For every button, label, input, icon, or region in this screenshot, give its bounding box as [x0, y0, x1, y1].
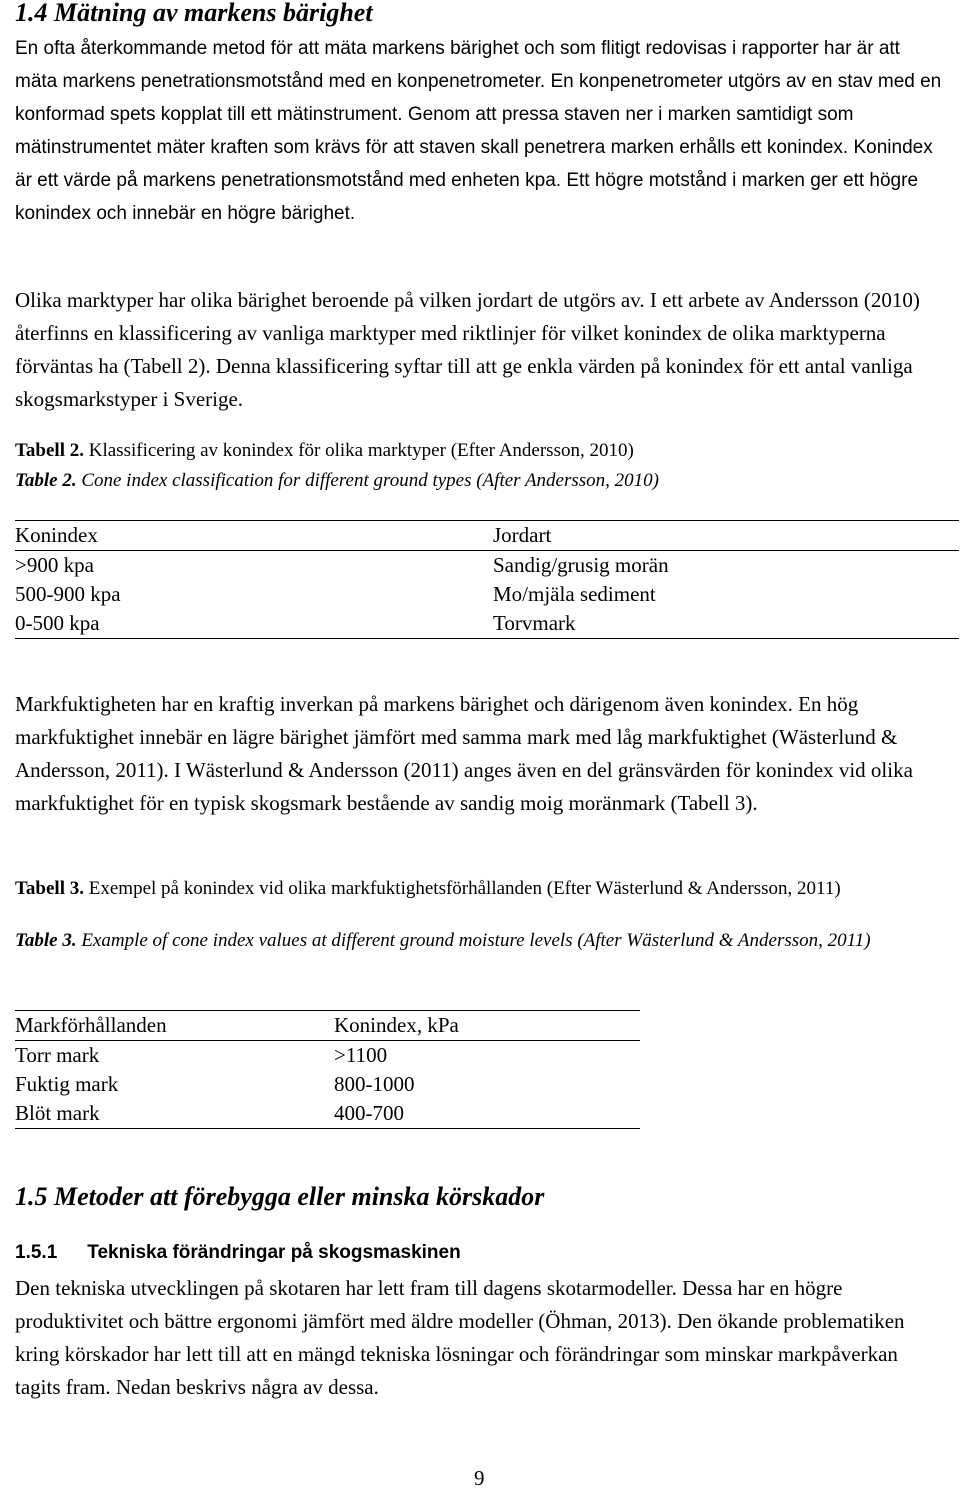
table-cell: Sandig/grusig morän [493, 553, 669, 577]
table-row [15, 609, 959, 639]
table-2-header-konindex: Konindex [15, 521, 493, 551]
subsection-number: 1.5.1 [15, 1242, 58, 1263]
table-cell: Mo/mjäla sediment [493, 582, 656, 606]
table-3 [15, 1010, 640, 1129]
table-3-header-konindex: Konindex, kPa [334, 1011, 640, 1041]
paragraph-marktyper: Olika marktyper har olika bärighet beroende på vilken jordart de utgörs av. I ett arbete av Andersson (2010) återfinns en klassificering av vanliga marktyper med riktlinjer för vilket konindex de olika marktyperna förväntas ha (Tabell 2). Denna klassificering syftar till att ge enkla värden på konindex för ett antal vanliga skogsmarkstyper i Sverige. [15, 288, 920, 411]
table-cell: 800-1000 [334, 1072, 415, 1096]
table-cell: Torr mark [15, 1043, 100, 1067]
table-3-caption-sv [15, 874, 955, 904]
section-1-4-heading: 1.4 Mätning av markens bärighet [15, 0, 373, 27]
table-cell: 400-700 [334, 1099, 640, 1129]
subsection-title: Tekniska förändringar på skogsmaskinen [87, 1242, 461, 1263]
table-3-header-markforhallanden: Markförhållanden [15, 1011, 334, 1041]
table-2-caption-sv [15, 436, 945, 466]
subsection-1-5-1-heading [15, 1242, 461, 1264]
table-2-header-row [15, 521, 959, 551]
page-number: 9 [474, 1466, 485, 1490]
table-cell: >1100 [334, 1043, 388, 1067]
table-2-caption-sv-text: Klassificering av konindex för olika marktyper (Efter Andersson, 2010) [84, 440, 634, 461]
table-row [15, 1041, 640, 1071]
table-cell: 0-500 kpa [15, 609, 493, 639]
table-3-caption-en-label: Table 3. [15, 930, 77, 951]
table-2-caption-en-text: Cone index classification for different ground types (After Andersson, 2010) [76, 470, 660, 491]
table-3-caption-en [15, 926, 915, 956]
paragraph-markfuktighet: Markfuktigheten har en kraftig inverkan på markens bärighet och därigenom även konindex. En hög markfuktighet innebär en lägre bärighet jämfört med samma mark med låg markfuktighet (Wästerlund & Andersson, 2011). I Wästerlund & Andersson (2011) anges även en del gränsvärden för konindex vid olika markfuktighet för en typisk skogsmark bestående av sandig moig moränmark (Tabell 3). [15, 692, 913, 815]
table-row [15, 1070, 640, 1099]
table-cell: 500-900 kpa [15, 582, 121, 606]
table-2-caption-en [15, 466, 945, 496]
table-cell: Torvmark [493, 609, 959, 639]
table-3-caption-sv-label: Tabell 3. [15, 878, 84, 899]
paragraph-konpenetrometer: En ofta återkommande metod för att mäta markens bärighet och som flitigt redovisas i rapporter har är att mäta markens penetrationsmotstånd med en konpenetrometer. En konpenetrometer utgörs av en stav med en konformad spets kopplat till ett mätinstrument. Genom att pressa staven ner i marken samtidigt som mätinstrumentet mäter kraften som krävs för att staven skall penetrera marken erhålls ett konindex. Konindex är ett värde på markens penetrationsmotstånd med enheten kpa. Ett högre motstånd i marken ger ett högre konindex och innebär en högre bärighet. [15, 38, 942, 224]
table-3-header-row [15, 1011, 640, 1041]
table-2-caption-en-label: Table 2. [15, 470, 77, 491]
table-2-caption-sv-label: Tabell 2. [15, 440, 84, 461]
table-3-caption-sv-text: Exempel på konindex vid olika markfuktighetsförhållanden (Efter Wästerlund & Andersson, 2011) [84, 878, 841, 899]
table-2 [15, 520, 959, 639]
table-3-caption-en-text: Example of cone index values at different ground moisture levels (After Wästerlund & Andersson, 2011) [76, 930, 871, 951]
table-cell: Fuktig mark [15, 1072, 119, 1096]
table-row [15, 551, 959, 581]
table-row [15, 580, 959, 609]
paragraph-tekniska-forandringar: Den tekniska utvecklingen på skotaren har lett fram till dagens skotarmodeller. Dessa har en högre produktivitet och bättre ergonomi jämfört med äldre modeller (Öhman, 2013). Den ökande problematiken kring körskador har lett till att en mängd tekniska lösningar och förändringar som minskar markpåverkan tagits fram. Nedan beskrivs några av dessa. [15, 1276, 905, 1399]
table-row [15, 1099, 640, 1129]
section-1-5-heading: 1.5 Metoder att förebygga eller minska körskador [15, 1182, 545, 1211]
table-cell: Blöt mark [15, 1099, 334, 1129]
table-cell: >900 kpa [15, 553, 94, 577]
table-2-header-jordart: Jordart [493, 521, 959, 551]
